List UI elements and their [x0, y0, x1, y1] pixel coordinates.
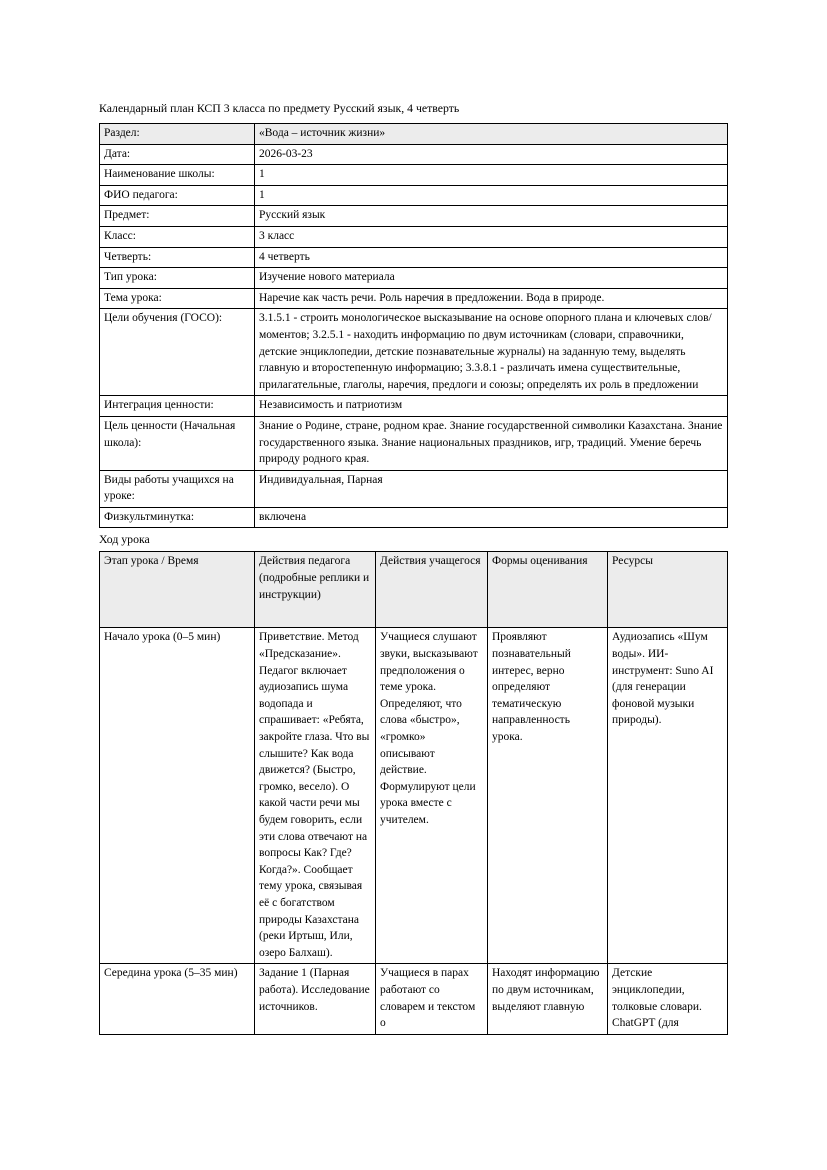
info-value-cell: 1: [255, 185, 728, 206]
info-value-cell: включена: [255, 507, 728, 528]
flow-stage-cell: Середина урока (5–35 мин): [100, 964, 255, 1034]
info-value-cell: 1: [255, 165, 728, 186]
table-row: [100, 309, 728, 396]
table-row: [100, 144, 728, 165]
info-label-cell: Четверть:: [100, 247, 255, 268]
flow-student-cell: Учащиеся в парах работают со словарем и текстом о: [376, 964, 488, 1034]
table-row: [100, 165, 728, 186]
flow-header-cell: Этап урока / Время: [100, 552, 255, 628]
table-row: [100, 124, 728, 145]
flow-teacher-cell: Приветствие. Метод «Предсказание». Педагог включает аудиозапись шума водопада и спрашивает: «Ребята, закройте глаза. Что вы слышите? Как вода движется? (Быстро, громко, весело). О какой части речи мы будем говорить, если эти слова отвечают на вопросы Как? Где? Когда?». Сообщает тему урока, связывая её с богатством природы Казахстана (реки Иртыш, Или, озеро Балхаш).: [255, 628, 376, 964]
info-value-cell: Русский язык: [255, 206, 728, 227]
flow-header-cell: Действия учащегося: [376, 552, 488, 628]
table-header-row: [100, 552, 728, 628]
info-value-cell: 2026-03-23: [255, 144, 728, 165]
flow-assessment-cell: Находят информацию по двум источникам, выделяют главную: [488, 964, 608, 1034]
info-label-cell: Тип урока:: [100, 268, 255, 289]
info-value-cell: Индивидуальная, Парная: [255, 470, 728, 507]
info-label-cell: Класс:: [100, 226, 255, 247]
flow-header-cell: Ресурсы: [608, 552, 728, 628]
info-label-cell: Цель ценности (Начальная школа):: [100, 416, 255, 470]
lesson-info-table: [99, 123, 728, 528]
info-value-cell: «Вода – источник жизни»: [255, 124, 728, 145]
flow-student-cell: Учащиеся слушают звуки, высказывают предположения о теме урока. Определяют, что слова «быстро», «громко» описывают действие. Формулируют цели урока вместе с учителем.: [376, 628, 488, 964]
table-row: [100, 226, 728, 247]
flow-assessment-cell: Проявляют познавательный интерес, верно определяют тематическую направленность урока.: [488, 628, 608, 964]
table-row: [100, 628, 728, 964]
flow-teacher-cell: Задание 1 (Парная работа). Исследование источников.: [255, 964, 376, 1034]
info-label-cell: Цели обучения (ГОСО):: [100, 309, 255, 396]
flow-stage-cell: Начало урока (0–5 мин): [100, 628, 255, 964]
info-label-cell: Дата:: [100, 144, 255, 165]
info-value-cell: 3 класс: [255, 226, 728, 247]
table-row: [100, 396, 728, 417]
info-value-cell: Изучение нового материала: [255, 268, 728, 289]
info-label-cell: Интеграция ценности:: [100, 396, 255, 417]
flow-resources-cell: Аудиозапись «Шум воды». ИИ-инструмент: Suno AI (для генерации фоновой музыки природы).: [608, 628, 728, 964]
info-value-cell: Наречие как часть речи. Роль наречия в предложении. Вода в природе.: [255, 288, 728, 309]
table-row: [100, 185, 728, 206]
table-row: [100, 964, 728, 1034]
info-label-cell: Предмет:: [100, 206, 255, 227]
info-value-cell: 3.1.5.1 - строить монологическое высказывание на основе опорного плана и ключевых слов/моментов; 3.2.5.1 - находить информацию по двум источникам (словари, справочники, детские энциклопедии, детские познавательные журналы) на заданную тему, выделять главную и второстепенную информацию; 3.3.8.1 - различать имена существительные, прилагательные, глаголы, наречия, предлоги и союзы; определять их роль в предложении: [255, 309, 728, 396]
info-label-cell: Раздел:: [100, 124, 255, 145]
lesson-flow-table: [99, 551, 728, 1034]
info-value-cell: Независимость и патриотизм: [255, 396, 728, 417]
info-label-cell: ФИО педагога:: [100, 185, 255, 206]
table-row: [100, 247, 728, 268]
table-row: [100, 470, 728, 507]
flow-section-label: Ход урока: [99, 532, 150, 547]
table-row: [100, 507, 728, 528]
info-label-cell: Наименование школы:: [100, 165, 255, 186]
info-label-cell: Тема урока:: [100, 288, 255, 309]
table-row: [100, 288, 728, 309]
info-value-cell: 4 четверть: [255, 247, 728, 268]
lesson-flow-body: [100, 628, 728, 1034]
table-row: [100, 206, 728, 227]
table-row: [100, 416, 728, 470]
lesson-flow-header: [100, 552, 728, 628]
lesson-info-body: [100, 124, 728, 528]
flow-header-cell: Формы оценивания: [488, 552, 608, 628]
info-label-cell: Виды работы учащихся на уроке:: [100, 470, 255, 507]
table-row: [100, 268, 728, 289]
page-title: Календарный план КСП 3 класса по предмету Русский язык, 4 четверть: [99, 101, 460, 115]
info-value-cell: Знание о Родине, стране, родном крае. Знание государственной символики Казахстана. Знание государственного языка. Знание национальных праздников, игр, традиций. Умение беречь природу родного края.: [255, 416, 728, 470]
flow-header-cell: Действия педагога (подробные реплики и инструкции): [255, 552, 376, 628]
flow-resources-cell: Детские энциклопедии, толковые словари. ChatGPT (для: [608, 964, 728, 1034]
info-label-cell: Физкультминутка:: [100, 507, 255, 528]
